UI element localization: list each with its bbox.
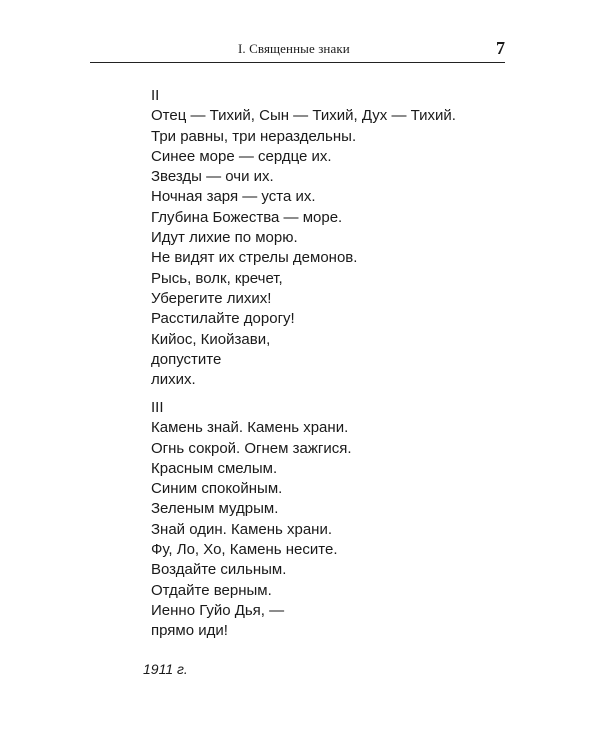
poem-line: Воздайте сильным. — [151, 561, 287, 579]
poem-line: Кийос, Киойзави, — [151, 330, 271, 348]
poem-line: Огнь сокрой. Огнем зажгися. — [151, 439, 352, 457]
poem-line: Знай один. Камень храни. — [151, 520, 333, 538]
poem-section-ii — [151, 86, 456, 390]
poem-line: Ночная заря — уста их. — [151, 188, 316, 206]
poem-section-iii — [151, 398, 352, 642]
poem-line: Уберегите лихих! — [151, 289, 272, 307]
poem-line: Синее море — сердце их. — [151, 147, 332, 165]
poem-line: допустите — [151, 350, 222, 368]
poem-line: Расстилайте дорогу! — [151, 310, 295, 328]
poem-line: Идут лихие по морю. — [151, 229, 298, 247]
poem-line: Фу, Ло, Хо, Камень несите. — [151, 541, 338, 559]
section-number: II — [151, 87, 160, 104]
poem-line: прямо иди! — [151, 622, 228, 640]
poem-line: Зеленым мудрым. — [151, 500, 279, 518]
poem-line: Рысь, волк, кречет, — [151, 269, 283, 287]
page-number: 7 — [496, 38, 505, 58]
poem-line: Отдайте верным. — [151, 581, 272, 599]
poem-line: Три равны, три нераздельны. — [151, 127, 357, 145]
header-rule — [90, 62, 505, 63]
poem-line: лихих. — [151, 371, 196, 389]
poem-line: Красным смелым. — [151, 459, 278, 477]
poem-line: Не видят их стрелы демонов. — [151, 249, 358, 267]
poem-date: 1911 г. — [143, 661, 188, 677]
poem-line: Отец — Тихий, Сын — Тихий, Дух — Тихий. — [151, 107, 456, 125]
poem-line: Иенно Гуйо Дья, — — [151, 601, 285, 619]
poem-line: Глубина Божества — море. — [151, 208, 343, 226]
poem-line: Синим спокойным. — [151, 480, 283, 498]
section-number: III — [151, 399, 164, 416]
poem-line: Звезды — очи их. — [151, 168, 274, 186]
poem-line: Камень знай. Камень храни. — [151, 419, 349, 437]
running-header-title: I. Священные знаки — [238, 41, 350, 56]
